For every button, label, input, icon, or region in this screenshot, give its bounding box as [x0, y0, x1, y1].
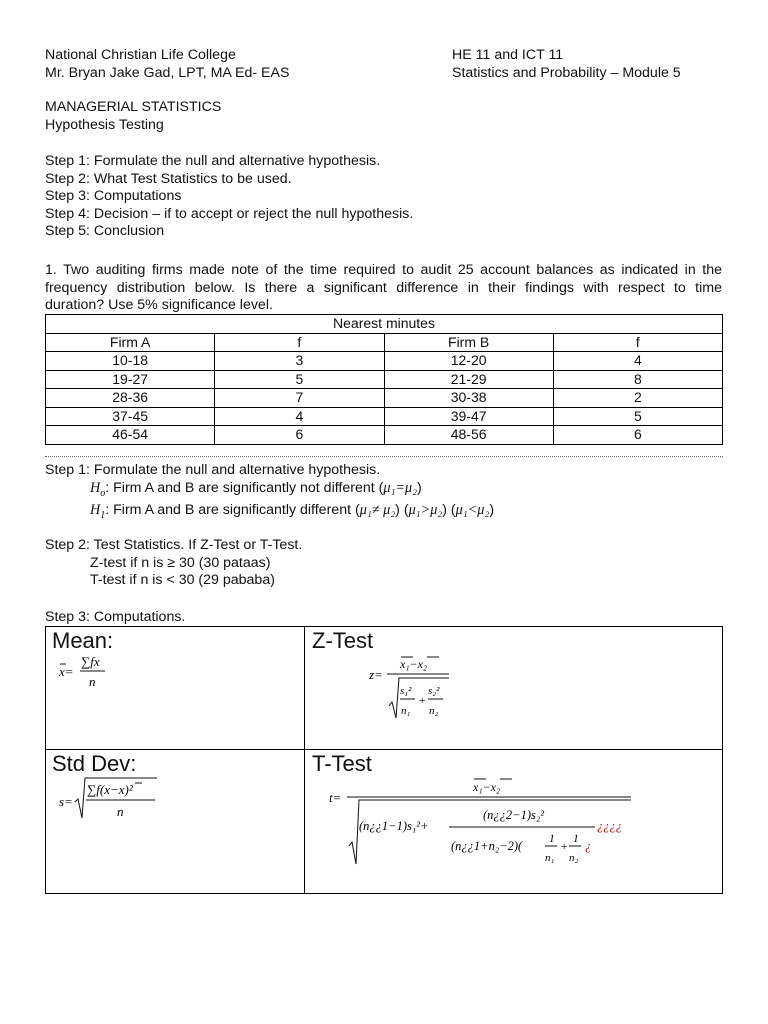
alternative-hypothesis: $H_1$: Firm A and B are significantly different (μ₁≠ μ₂) (μ₁>μ₂) (μ₁<μ₂) — [90, 502, 495, 521]
mean-formula — [55, 650, 135, 692]
h0-symbol: H — [90, 479, 101, 496]
z-test-title: Z-Test — [312, 628, 374, 653]
problem-last-line: duration? Use 5% significance level. — [45, 297, 273, 314]
plus-sign: + — [560, 839, 569, 853]
h0-math: μ₁=μ₂ — [383, 479, 418, 496]
column-header: f — [215, 333, 384, 352]
t-n1: n₁ — [545, 852, 555, 864]
t-test-rule: T-test if n is < 30 (29 pababa) — [90, 572, 275, 589]
t-close: ¿ — [585, 839, 592, 853]
table-cell: 10-18 — [46, 352, 215, 371]
problem-statement — [45, 262, 722, 315]
table-row — [46, 370, 723, 389]
step1-heading: Step 1: Formulate the null and alternative hypothesis. — [45, 462, 381, 478]
mean-numerator: ∑fx — [81, 654, 100, 669]
table-cell: 7 — [215, 389, 384, 408]
t-frac-den: (n¿¿1+n₂−2)( — [451, 839, 523, 853]
school-name: National Christian Life College — [45, 47, 236, 63]
table-cell: 2 — [553, 389, 722, 408]
steps-list — [45, 153, 413, 241]
t-tail: ¿¿¿¿ — [597, 819, 622, 833]
table-caption: Nearest minutes — [46, 315, 723, 334]
module-name: Statistics and Probability – Module 5 — [452, 64, 681, 81]
h0-subscript: o — [100, 487, 106, 499]
header-right — [452, 47, 681, 82]
table-cell: 48-56 — [384, 426, 553, 445]
z-lhs: z= — [369, 667, 383, 682]
h1-math-gt: μ₁>μ₂ — [408, 502, 443, 519]
table-cell: 4 — [553, 352, 722, 371]
sd-denominator: n — [117, 804, 124, 819]
null-hypothesis — [45, 480, 494, 502]
table-cell: 8 — [553, 370, 722, 389]
step1-section — [45, 462, 494, 524]
h1-subscript: 1 — [100, 509, 106, 521]
z-formula — [365, 652, 465, 724]
h1-symbol: H — [90, 502, 101, 519]
course-code: HE 11 and ICT 11 — [452, 47, 564, 63]
h0-close: ) — [417, 479, 422, 496]
step-item: Step 2: What Test Statistics to be used. — [45, 170, 292, 187]
table-cell: 19-27 — [46, 370, 215, 389]
h1-text: : Firm A and B are significantly different ( — [105, 502, 360, 519]
mean-lhs: x= — [59, 664, 74, 679]
z-numerator: x₁−x₂ — [400, 657, 428, 671]
z-s1: s₁² — [400, 685, 412, 697]
plus-sign: + — [418, 693, 427, 707]
subject-title: MANAGERIAL STATISTICS — [45, 99, 222, 115]
table-row — [46, 352, 723, 371]
step3-heading: Step 3: Computations. — [45, 609, 186, 625]
t-n2: n₂ — [569, 852, 579, 864]
h1-math-lt: μ₁<μ₂ — [455, 502, 490, 519]
header-left — [45, 47, 289, 82]
std-dev-title: Std Dev: — [52, 751, 137, 776]
t-frac-numerator: (n¿¿2−1)s₂² — [483, 808, 544, 822]
step-item: Step 4: Decision – if to accept or reject the null hypothesis. — [45, 205, 414, 222]
column-header: Firm B — [384, 333, 553, 352]
t-formula — [325, 776, 640, 871]
step2-section — [45, 537, 302, 590]
table-cell: 12-20 — [384, 352, 553, 371]
z-n2: n₂ — [429, 705, 439, 717]
step-item: Step 1: Formulate the null and alternative hypothesis. — [45, 153, 381, 169]
table-row — [46, 389, 723, 408]
t-term1: (n¿¿1−1)s₁²+ — [359, 819, 429, 833]
teacher-name: Mr. Bryan Jake Gad, LPT, MA Ed- EAS — [45, 64, 290, 81]
t-one-a: 1 — [549, 833, 555, 845]
table-cell: 6 — [215, 426, 384, 445]
step-item: Step 3: Computations — [45, 188, 182, 205]
column-header: Firm A — [46, 333, 215, 352]
t-one-b: 1 — [573, 833, 579, 845]
table-cell: 28-36 — [46, 389, 215, 408]
table-row — [46, 407, 723, 426]
t-test-title: T-Test — [312, 751, 372, 776]
table-cell: 3 — [215, 352, 384, 371]
table-cell: 46-54 — [46, 426, 215, 445]
table-cell: 6 — [553, 426, 722, 445]
grid-horizontal-divider — [45, 749, 723, 750]
table-cell: 30-38 — [384, 389, 553, 408]
h0-text: : Firm A and B are significantly not different ( — [105, 479, 384, 496]
std-dev-formula — [55, 774, 165, 824]
mean-denominator: n — [89, 674, 96, 689]
table-cell: 37-45 — [46, 407, 215, 426]
table-cell: 21-29 — [384, 370, 553, 389]
frequency-table — [45, 314, 723, 445]
table-cell: 5 — [215, 370, 384, 389]
sd-lhs: s= — [59, 794, 73, 809]
z-s2: s₂² — [428, 685, 440, 697]
z-n1: n₁ — [401, 705, 411, 717]
sd-numerator: ∑f(x−x)² — [87, 782, 133, 797]
t-numerator: x₁−x₂ — [473, 780, 501, 794]
table-cell: 5 — [553, 407, 722, 426]
problem-text: 1. Two auditing firms made note of the time required to audit 25 account balances as indicated in the frequency distribution below. Is there a significant difference in their findings with respect to time — [45, 262, 722, 296]
mean-title: Mean: — [52, 628, 114, 653]
dotted-divider — [45, 456, 723, 457]
h1-math-ne: μ₁≠ μ₂ — [359, 502, 396, 519]
table-header-row — [46, 333, 723, 352]
column-header: f — [553, 333, 722, 352]
table-cell: 39-47 — [384, 407, 553, 426]
document-title — [45, 99, 221, 134]
table-cell: 4 — [215, 407, 384, 426]
step2-heading: Step 2: Test Statistics. If Z-Test or T-Test. — [45, 537, 303, 553]
grid-vertical-divider — [304, 626, 305, 894]
z-test-rule: Z-test if n is ≥ 30 (30 pataas) — [90, 554, 271, 571]
topic-title: Hypothesis Testing — [45, 116, 164, 133]
step-item: Step 5: Conclusion — [45, 223, 165, 240]
table-row — [46, 426, 723, 445]
t-lhs: t= — [329, 790, 342, 805]
